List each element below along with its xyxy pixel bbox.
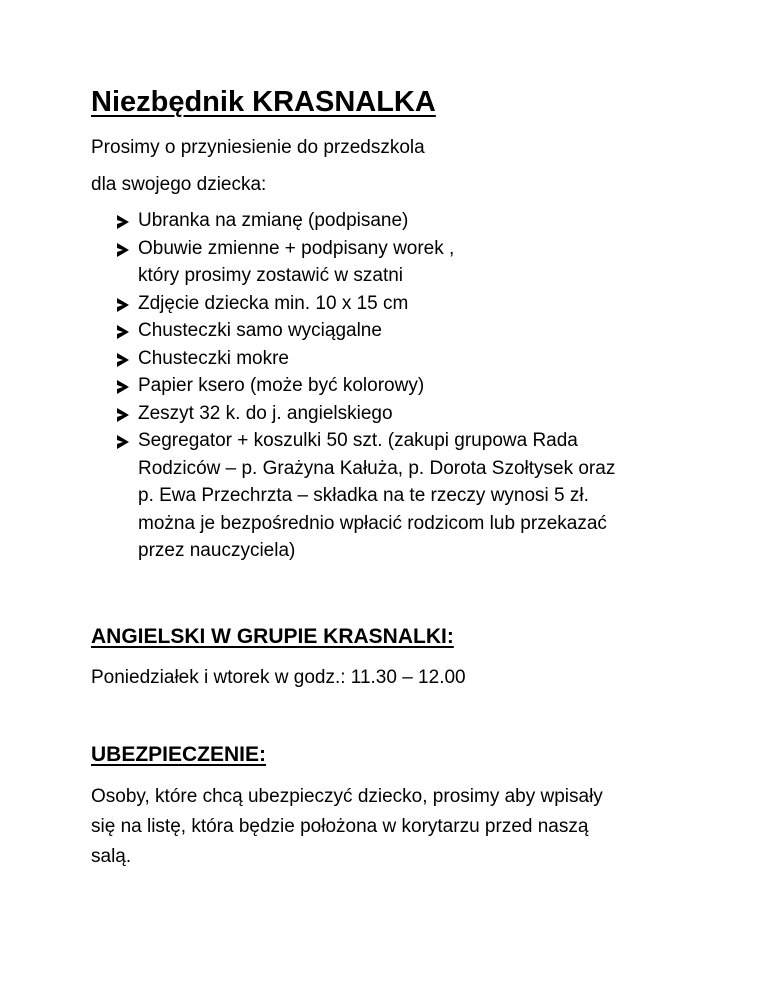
- list-item: [117, 317, 677, 345]
- insurance-line: salą.: [91, 846, 132, 867]
- insurance-heading: UBEZPIECZENIE:: [91, 743, 267, 766]
- english-heading: ANGIELSKI W GRUPIE KRASNALKI:: [91, 625, 454, 648]
- list-item-text: który prosimy zostawić w szatni: [138, 265, 404, 286]
- list-item-text: Segregator + koszulki 50 szt. (zakupi grupowa Rada: [138, 430, 578, 451]
- insurance-text: [91, 782, 681, 872]
- english-schedule: Poniedziałek i wtorek w godz.: 11.30 – 12.00: [91, 667, 466, 688]
- list-item: [117, 345, 677, 373]
- list-item-text: przez nauczyciela): [138, 540, 296, 561]
- arrowhead-bullet-icon: [117, 325, 129, 339]
- list-item-text: Zdjęcie dziecka min. 10 x 15 cm: [138, 292, 409, 314]
- list-item-text: można je bezpośrednio wpłacić rodzicom lub przekazać: [138, 512, 607, 534]
- list-item: [117, 235, 677, 290]
- arrowhead-bullet-icon: [117, 243, 129, 257]
- arrowhead-bullet-icon: [117, 353, 129, 367]
- arrowhead-bullet-icon: [117, 408, 129, 422]
- intro-line-2: dla swojego dziecka:: [91, 174, 267, 195]
- page-title: Niezbędnik KRASNALKA: [91, 86, 436, 118]
- insurance-line: Osoby, które chcą ubezpieczyć dziecko, prosimy aby wpisały: [91, 786, 603, 807]
- list-item: [117, 290, 677, 318]
- list-item: [117, 207, 677, 235]
- list-item-text: Obuwie zmienne + podpisany worek ,: [138, 237, 455, 259]
- list-item-text: Chusteczki samo wyciągalne: [138, 320, 382, 341]
- list-item-text: Rodziców – p. Grażyna Kałuża, p. Dorota Szołtysek oraz: [138, 457, 616, 479]
- list-item-text: p. Ewa Przechrzta – składka na te rzeczy wynosi 5 zł.: [138, 485, 589, 506]
- arrowhead-bullet-icon: [117, 298, 129, 312]
- list-item-text: Papier ksero (może być kolorowy): [138, 375, 425, 396]
- arrowhead-bullet-icon: [117, 380, 129, 394]
- list-item-text: Ubranka na zmianę (podpisane): [138, 210, 409, 231]
- list-item-text: Zeszyt 32 k. do j. angielskiego: [138, 402, 393, 424]
- supplies-list: [117, 207, 677, 565]
- list-item: [117, 372, 677, 400]
- arrowhead-bullet-icon: [117, 215, 129, 229]
- list-item: [117, 400, 677, 428]
- list-item: [117, 427, 677, 565]
- insurance-line: się na listę, która będzie położona w korytarzu przed naszą: [91, 816, 589, 837]
- arrowhead-bullet-icon: [117, 435, 129, 449]
- list-item-text: Chusteczki mokre: [138, 347, 289, 369]
- intro-line-1: Prosimy o przyniesienie do przedszkola: [91, 137, 425, 158]
